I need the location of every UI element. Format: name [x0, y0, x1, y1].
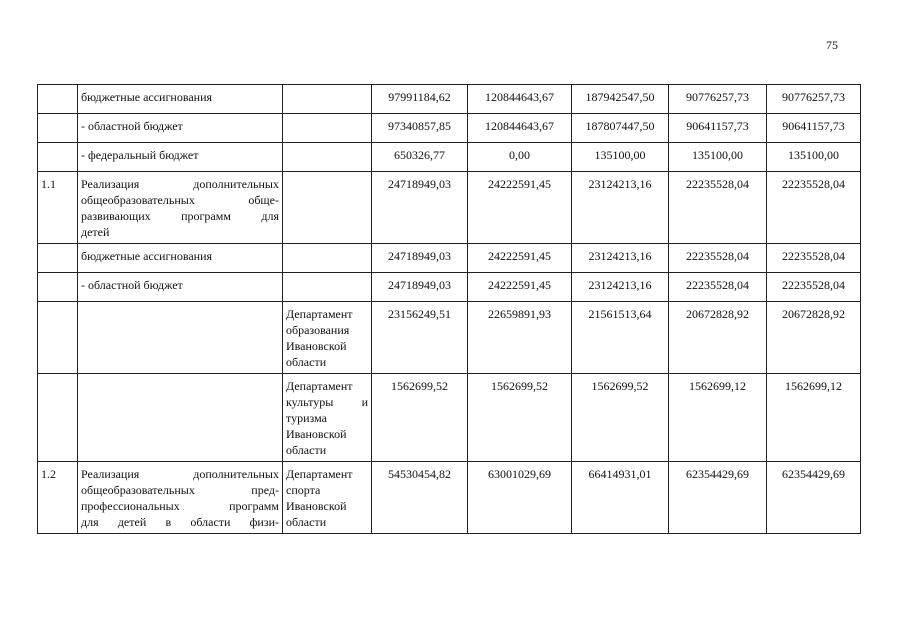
- row-name: [78, 302, 283, 374]
- value-cell: 22235528,04: [767, 244, 861, 273]
- value-cell: 20672828,92: [767, 302, 861, 374]
- value-cell: 62354429,69: [669, 462, 767, 534]
- value-cell: 54530454,82: [372, 462, 468, 534]
- row-executor-line: образования: [286, 323, 350, 337]
- value-cell: 90776257,73: [669, 85, 767, 114]
- value-cell: 90641157,73: [767, 114, 861, 143]
- value-cell: 66414931,01: [572, 462, 669, 534]
- value-cell: 24718949,03: [372, 244, 468, 273]
- value-cell: 135100,00: [669, 143, 767, 172]
- row-executor-line: Департамент: [286, 379, 353, 393]
- value-cell: 90776257,73: [767, 85, 861, 114]
- row-executor: [283, 273, 372, 302]
- value-cell: 21561513,64: [572, 302, 669, 374]
- row-name: бюджетные ассигнования: [78, 85, 283, 114]
- table-row: [38, 172, 861, 244]
- row-executor: [283, 374, 372, 462]
- value-cell: 23124213,16: [572, 244, 669, 273]
- value-cell: 1562699,52: [372, 374, 468, 462]
- row-executor-line: Ивановской: [286, 427, 347, 441]
- value-cell: 97340857,85: [372, 114, 468, 143]
- value-cell: 120844643,67: [468, 85, 572, 114]
- row-name-line: общеобразовательных пред-: [81, 483, 279, 497]
- table-row: [38, 114, 861, 143]
- row-name-line: Реализация дополнительных: [81, 467, 279, 481]
- value-cell: 135100,00: [767, 143, 861, 172]
- table-row: [38, 85, 861, 114]
- value-cell: 135100,00: [572, 143, 669, 172]
- row-executor-line: области: [286, 515, 327, 529]
- value-cell: 120844643,67: [468, 114, 572, 143]
- value-cell: 650326,77: [372, 143, 468, 172]
- table-row: [38, 143, 861, 172]
- row-name: - федеральный бюджет: [78, 143, 283, 172]
- row-name: [78, 374, 283, 462]
- value-cell: 90641157,73: [669, 114, 767, 143]
- row-name-line: профессиональных программ: [81, 499, 279, 513]
- row-number: [38, 85, 78, 114]
- budget-table: [37, 84, 861, 534]
- table-row: [38, 244, 861, 273]
- value-cell: 22235528,04: [669, 273, 767, 302]
- row-executor-line: области: [286, 355, 327, 369]
- row-executor: [283, 85, 372, 114]
- row-number: [38, 244, 78, 273]
- row-executor: [283, 172, 372, 244]
- row-executor-line: Департамент: [286, 307, 353, 321]
- value-cell: 20672828,92: [669, 302, 767, 374]
- value-cell: 97991184,62: [372, 85, 468, 114]
- value-cell: 23124213,16: [572, 273, 669, 302]
- row-executor-line: Ивановской: [286, 499, 347, 513]
- value-cell: 22235528,04: [669, 172, 767, 244]
- row-executor-line: Ивановской: [286, 339, 347, 353]
- row-number: [38, 302, 78, 374]
- row-name-line: для детей в области физи-: [81, 515, 279, 529]
- row-number: [38, 374, 78, 462]
- table-row: [38, 273, 861, 302]
- value-cell: 63001029,69: [468, 462, 572, 534]
- value-cell: 23156249,51: [372, 302, 468, 374]
- value-cell: 1562699,52: [468, 374, 572, 462]
- value-cell: 24222591,45: [468, 273, 572, 302]
- row-name: [78, 462, 283, 534]
- table-row: [38, 302, 861, 374]
- page-number: 75: [826, 38, 838, 52]
- value-cell: 1562699,52: [572, 374, 669, 462]
- table-row: [38, 462, 861, 534]
- row-executor-line: туризма: [286, 411, 327, 425]
- value-cell: 187807447,50: [572, 114, 669, 143]
- row-number: 1.2: [38, 462, 78, 534]
- row-name: - областной бюджет: [78, 114, 283, 143]
- row-executor: [283, 114, 372, 143]
- row-name: - областной бюджет: [78, 273, 283, 302]
- row-number: 1.1: [38, 172, 78, 244]
- row-executor: [283, 462, 372, 534]
- value-cell: 22235528,04: [767, 273, 861, 302]
- value-cell: 0,00: [468, 143, 572, 172]
- value-cell: 24718949,03: [372, 273, 468, 302]
- value-cell: 24222591,45: [468, 172, 572, 244]
- value-cell: 62354429,69: [767, 462, 861, 534]
- value-cell: 1562699,12: [767, 374, 861, 462]
- row-number: [38, 114, 78, 143]
- value-cell: 24222591,45: [468, 244, 572, 273]
- row-name: [78, 172, 283, 244]
- row-name-line: общеобразовательных обще-: [81, 193, 279, 207]
- row-number: [38, 143, 78, 172]
- row-name-line: Реализация дополнительных: [81, 177, 279, 191]
- value-cell: 24718949,03: [372, 172, 468, 244]
- value-cell: 22235528,04: [669, 244, 767, 273]
- table-row: [38, 374, 861, 462]
- value-cell: 1562699,12: [669, 374, 767, 462]
- row-executor-line: спорта: [286, 483, 321, 497]
- row-name-line: детей: [81, 225, 110, 239]
- row-executor: [283, 143, 372, 172]
- value-cell: 22659891,93: [468, 302, 572, 374]
- row-executor: [283, 302, 372, 374]
- row-executor: [283, 244, 372, 273]
- row-executor-line: Департамент: [286, 467, 353, 481]
- value-cell: 22235528,04: [767, 172, 861, 244]
- row-number: [38, 273, 78, 302]
- value-cell: 187942547,50: [572, 85, 669, 114]
- row-executor-line: области: [286, 443, 327, 457]
- value-cell: 23124213,16: [572, 172, 669, 244]
- row-name: бюджетные ассигнования: [78, 244, 283, 273]
- row-name-line: развивающих программ для: [81, 209, 279, 223]
- row-executor-line: культуры и: [286, 395, 368, 409]
